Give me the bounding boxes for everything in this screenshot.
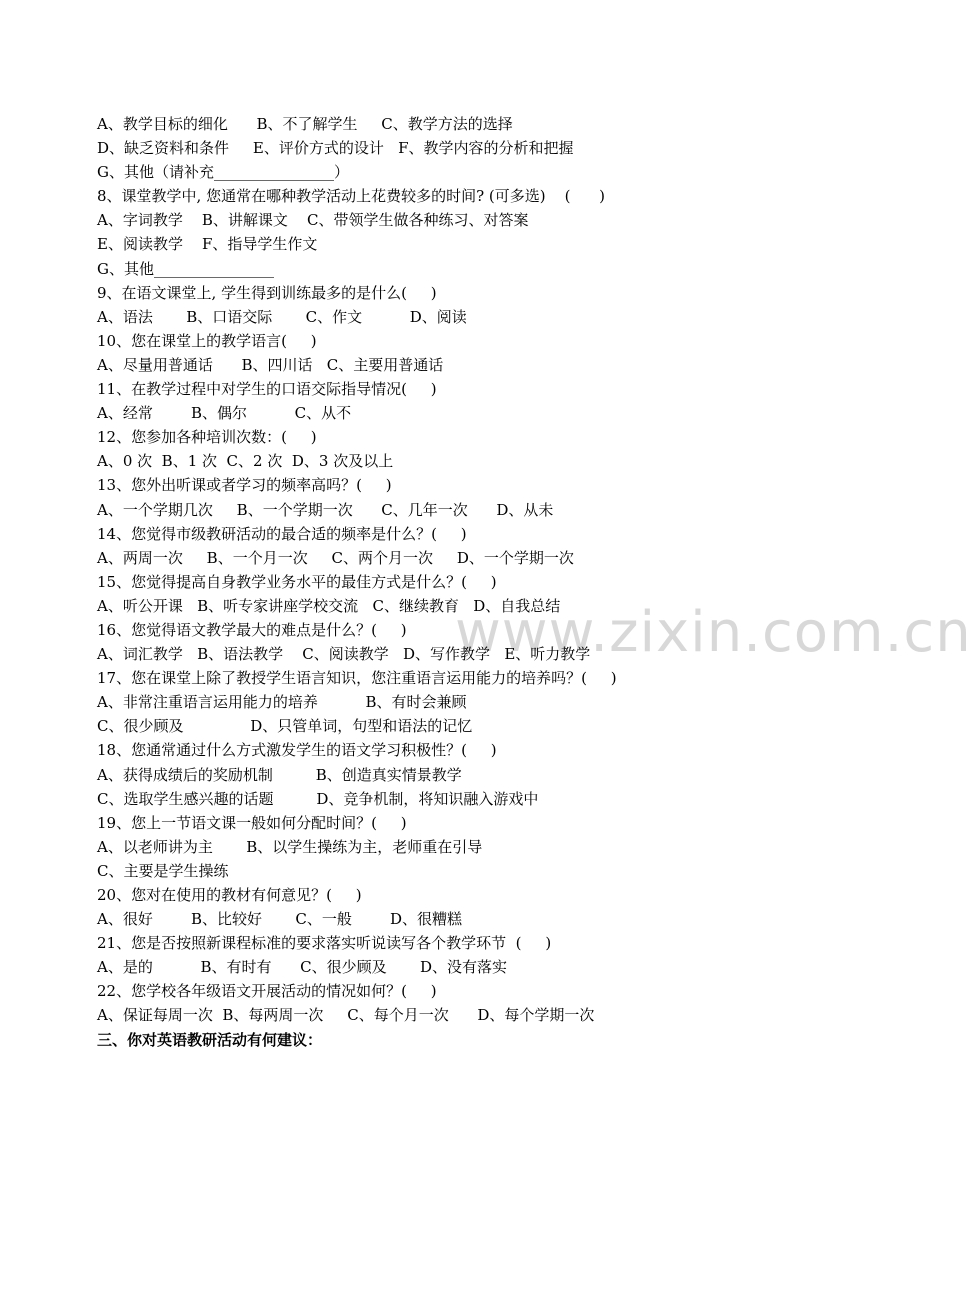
question-18: 18、您通常通过什么方式激发学生的语文学习积极性？( ) (97, 741, 497, 760)
question-14: 14、您觉得市级教研活动的最合适的频率是什么？( ) (97, 524, 467, 543)
option-line: A、词汇教学 B、语法教学 C、阅读教学 D、写作教学 E、听力教学 (97, 645, 591, 664)
option-line: A、保证每周一次 B、每两周一次 C、每个月一次 D、每个学期一次 (97, 1006, 595, 1025)
option-line: A、经常 B、偶尔 C、从不 (97, 404, 352, 423)
option-line: A、语法 B、口语交际 C、作文 D、阅读 (97, 307, 467, 326)
option-line: C、选取学生感兴趣的话题 D、竞争机制，将知识融入游戏中 (97, 789, 539, 808)
option-line: C、主要是学生操练 (97, 861, 229, 880)
option-line: A、以老师讲为主 B、以学生操练为主，老师重在引导 (97, 837, 483, 856)
question-16: 16、您觉得语文教学最大的难点是什么？( ) (97, 620, 407, 639)
option-line: A、一个学期几次 B、一个学期一次 C、几年一次 D、从未 (97, 500, 554, 519)
question-13: 13、您外出听课或者学习的频率高吗？( ) (97, 476, 392, 495)
watermark: www.zixin.com.cn (455, 600, 972, 665)
question-20: 20、您对在使用的教材有何意见？( ) (97, 886, 362, 904)
option-line: E、阅读教学 F、指导学生作文 (97, 235, 318, 254)
question-10: 10、您在课堂上的教学语言( ) (97, 331, 317, 350)
option-line: A、字词教学 B、讲解课文 C、带领学生做各种练习、对答案 (97, 211, 529, 230)
option-line: A、很好 B、比较好 C、一般 D、很糟糕 (97, 910, 463, 929)
option-line: A、是的 B、有时有 C、很少顾及 D、没有落实 (97, 958, 508, 977)
option-line: D、缺乏资料和条件 E、评价方式的设计 F、教学内容的分析和把握 (97, 139, 574, 158)
option-line: A、非常注重语言运用能力的培养 B、有时会兼顾 (97, 693, 467, 712)
option-line: A、听公开课 B、听专家讲座学校交流 C、继续教育 D、自我总结 (97, 596, 561, 615)
option-line: A、获得成绩后的奖励机制 B、创造真实情景教学 (97, 765, 462, 784)
question-17: 17、您在课堂上除了教授学生语言知识，您注重语言运用能力的培养吗？( ) (97, 669, 617, 688)
question-21: 21、您是否按照新课程标准的要求落实听说读写各个教学环节 ( ) (97, 934, 552, 953)
option-line: G、其他________________ (97, 259, 274, 278)
question-19: 19、您上一节语文课一般如何分配时间？( ) (97, 813, 407, 832)
section-heading: 三、你对英语教研活动有何建议： (97, 1030, 323, 1049)
question-22: 22、您学校各年级语文开展活动的情况如何？( ) (97, 982, 437, 1001)
question-12: 12、您参加各种培训次数：( ) (97, 428, 317, 447)
question-8: 8、课堂教学中, 您通常在哪种教学活动上花费较多的时间? (可多选) ( ) (97, 187, 605, 206)
option-line: C、很少顾及 D、只管单词，句型和语法的记忆 (97, 717, 473, 736)
option-line: A、两周一次 B、一个月一次 C、两个月一次 D、一个学期一次 (97, 548, 574, 567)
option-line: A、教学目标的细化 B、不了解学生 C、教学方法的选择 (97, 115, 513, 133)
question-15: 15、您觉得提高自身教学业务水平的最佳方式是什么？( ) (97, 572, 497, 591)
option-line: A、0 次 B、1 次 C、2 次 D、3 次及以上 (97, 452, 394, 471)
option-line: A、尽量用普通话 B、四川话 C、主要用普通话 (97, 355, 444, 374)
option-line: G、其他（请补充________________） (97, 163, 349, 182)
survey-document (97, 112, 897, 1052)
question-11: 11、在教学过程中对学生的口语交际指导情况( ) (97, 380, 437, 399)
question-9: 9、在语文课堂上, 学生得到训练最多的是什么( ) (97, 283, 437, 302)
